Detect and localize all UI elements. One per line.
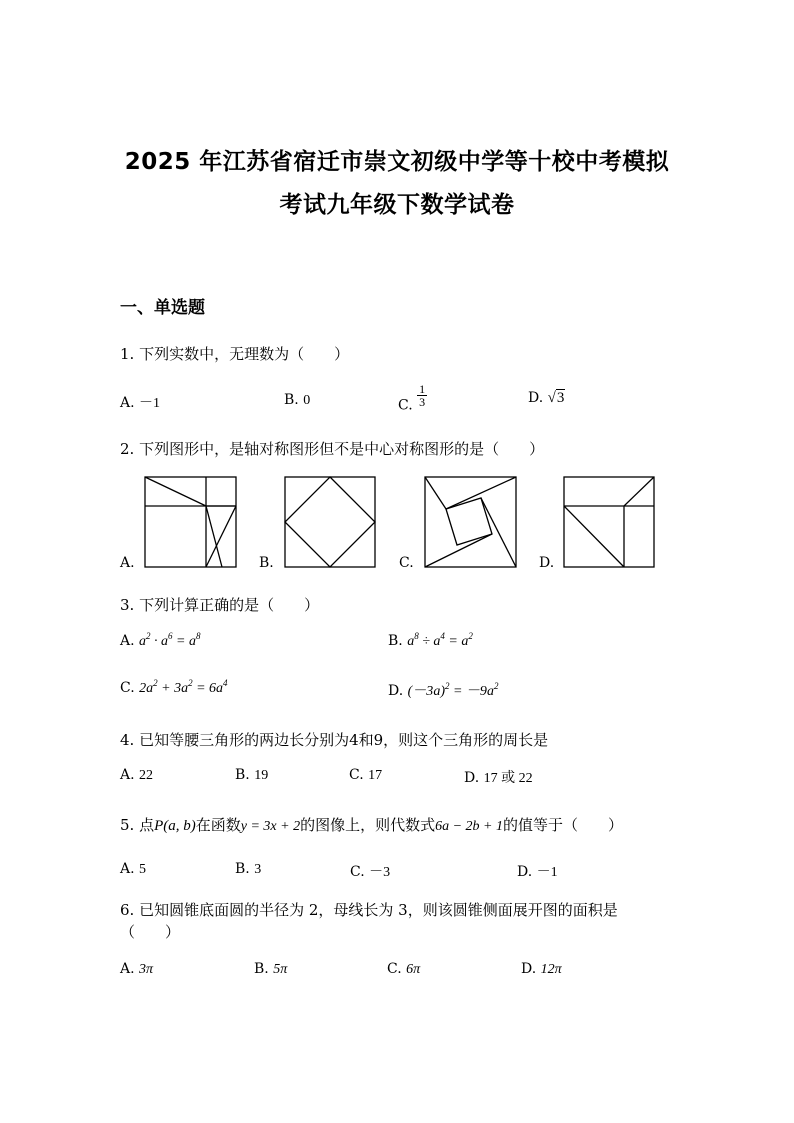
section-heading: 一、单选题 [120, 298, 205, 318]
q2-figure-b [284, 476, 376, 568]
q5-option-a [120, 861, 146, 878]
question-6-stem-line-1: 6. 已知圆锥底面圆的半径为 2，母线长为 3，则该圆锥侧面展开图的面积是 [120, 901, 618, 919]
q1-option-b-label: B. [284, 392, 299, 408]
q3-option-b-expr: $a^8 \div a^4 = a^2$ [407, 631, 473, 649]
q4-option-a [120, 767, 153, 784]
q3-option-d-label: D. [388, 683, 404, 699]
q2-option-a-label: A. [120, 555, 135, 571]
q2-option-c-label: C. [399, 555, 414, 571]
q5-stem-prefix: 5. 点 [120, 816, 155, 834]
q6-option-a [120, 961, 153, 978]
q1-option-c [398, 383, 427, 414]
q1-sqrt-radicand: 3 [556, 390, 565, 406]
q4-option-a-value: 22 [139, 768, 154, 783]
q1-option-b-value: 0 [303, 393, 311, 408]
q6-option-b-value: 5π [273, 962, 288, 977]
q5-option-c-label: C. [350, 864, 365, 880]
q6-option-a-label: A. [120, 961, 135, 977]
q5-point-expr: P(a, b) [154, 818, 196, 834]
page-title-line-1: 2025 年江苏省宿迁市崇文初级中学等十校中考模拟 [124, 149, 670, 175]
q5-option-a-value: 5 [139, 862, 147, 877]
q2-figure-a [144, 476, 237, 568]
q4-option-b [235, 767, 268, 784]
q3-option-b [388, 633, 473, 650]
q3-option-b-label: B. [388, 633, 403, 649]
question-2-stem: 2. 下列图形中，是轴对称图形但不是中心对称图形的是（ ） [120, 440, 545, 458]
page-title-line-2: 考试九年级下数学试卷 [279, 192, 515, 218]
q6-option-b-label: B. [254, 961, 269, 977]
q6-option-b [254, 961, 287, 978]
q6-option-c-label: C. [387, 961, 402, 977]
question-4-stem: 4. 已知等腰三角形的两边长分别为4和9，则这个三角形的周长是 [120, 731, 549, 749]
q5-stem-mid-2: 的图像上，则代数式 [300, 816, 436, 834]
q5-stem-mid: 在函数 [195, 816, 241, 834]
q3-option-c-expr: $2a^2 + 3a^2 = 6a^4$ [139, 678, 228, 696]
q6-option-d-label: D. [521, 961, 537, 977]
q3-option-a [120, 633, 200, 650]
question-6-stem-line-2: （ ） [120, 923, 181, 941]
q5-option-c [350, 861, 390, 881]
q5-option-a-label: A. [120, 861, 135, 877]
q5-option-d-value: －1 [536, 865, 558, 880]
q1-fraction-numerator: 1 [419, 382, 426, 396]
question-3-stem: 3. 下列计算正确的是（ ） [120, 596, 320, 614]
q4-option-d-label: D. [464, 770, 480, 786]
q1-option-d-label: D. [528, 390, 544, 406]
q4-option-d [464, 767, 533, 787]
q3-option-a-expr: $a^2 \cdot a^6 = a^8$ [139, 631, 201, 649]
q6-option-a-value: 3π [139, 962, 154, 977]
q2-figure-c [424, 476, 517, 568]
q1-option-a-value: －1 [139, 396, 161, 411]
q5-option-b-value: 3 [254, 862, 262, 877]
q5-algebra-expr: 6a − 2b + 1 [435, 819, 504, 834]
q5-option-b-label: B. [235, 861, 250, 877]
q2-figure-d [563, 476, 655, 568]
q1-option-a-label: A. [120, 395, 135, 411]
question-1-stem: 1. 下列实数中，无理数为（ ） [120, 345, 350, 363]
q1-option-a [120, 392, 160, 412]
q1-fraction-denominator: 3 [419, 395, 426, 409]
q1-option-c-label: C. [398, 397, 413, 414]
q3-option-d [388, 680, 498, 700]
q3-option-c-label: C. [120, 680, 135, 696]
q1-option-d [528, 390, 565, 407]
q4-option-c-value: 17 [368, 768, 383, 783]
q6-option-c-value: 6π [406, 962, 421, 977]
q3-option-a-label: A. [120, 633, 135, 649]
q4-option-b-value: 19 [254, 768, 269, 783]
q1-option-c-fraction [417, 383, 427, 408]
q5-function-expr: y = 3x + 2 [240, 819, 301, 834]
q5-option-d-label: D. [517, 864, 533, 880]
q6-option-c [387, 961, 420, 978]
q3-option-c [120, 680, 228, 697]
question-5-stem [120, 814, 623, 835]
q2-option-b-label: B. [259, 555, 274, 571]
q5-option-c-value: －3 [369, 865, 391, 880]
q4-option-a-label: A. [120, 767, 135, 783]
q5-stem-suffix: 的值等于（ ） [503, 816, 624, 834]
q6-option-d-value: 12π [540, 962, 562, 977]
q3-option-d-expr: $(-3a)^2 = -9a^2$ [407, 681, 499, 699]
q5-option-d [517, 861, 558, 881]
q4-option-d-value: 17 或 22 [483, 771, 533, 786]
q1-option-b [284, 392, 310, 409]
q1-option-d-sqrt: √3 [547, 390, 565, 406]
q4-option-b-label: B. [235, 767, 250, 783]
q5-option-b [235, 861, 261, 878]
q4-option-c-label: C. [349, 767, 364, 783]
q6-option-d [521, 961, 562, 978]
q4-option-c [349, 767, 382, 784]
q2-option-d-label: D. [539, 555, 555, 571]
